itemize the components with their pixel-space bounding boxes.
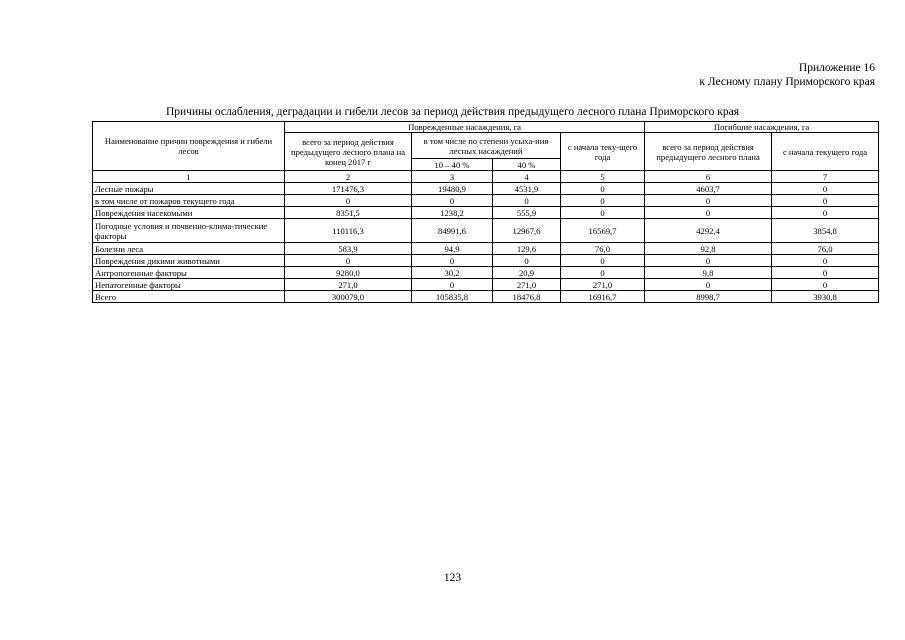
value-cell: 8351,5	[285, 207, 412, 219]
table-row	[93, 279, 879, 291]
value-cell: 0	[772, 279, 879, 291]
header-dead-year: с начала текущего года	[772, 133, 879, 171]
value-cell: 92,8	[645, 243, 772, 255]
value-cell: 9280,0	[285, 267, 412, 279]
column-number: 1	[93, 171, 285, 183]
value-cell: 110116,3	[285, 219, 412, 243]
table-row	[93, 243, 879, 255]
table-row	[93, 255, 879, 267]
value-cell: 16569,7	[561, 219, 645, 243]
value-cell: 0	[772, 207, 879, 219]
value-cell: 583,9	[285, 243, 412, 255]
page-number: 123	[443, 572, 462, 584]
table-title: Причины ослабления, деградации и гибели лесов за период действия предыдущего лесного плана Приморского края	[165, 106, 740, 118]
value-cell: 30,2	[412, 267, 493, 279]
value-cell: 271,0	[493, 279, 561, 291]
value-cell: 4531,9	[493, 183, 561, 195]
header-degree-10-40: 10 – 40 %	[412, 159, 493, 171]
value-cell: 3854,8	[772, 219, 879, 243]
cause-name-cell: Повреждения дикими животными	[93, 255, 285, 267]
cause-name-cell: Повреждения насекомыми	[93, 207, 285, 219]
appendix-number: Приложение 16	[798, 62, 875, 74]
cause-name-cell: в том числе от пожаров текущего года	[93, 195, 285, 207]
table-row	[93, 219, 879, 243]
value-cell: 0	[772, 183, 879, 195]
value-cell: 0	[772, 195, 879, 207]
cause-name-cell: Погодные условия и почвенно-клима-тические факторы	[93, 219, 285, 243]
column-number: 5	[561, 171, 645, 183]
table-row	[93, 195, 879, 207]
column-number: 7	[772, 171, 879, 183]
column-number: 6	[645, 171, 772, 183]
header-damaged-group: Поврежденные насаждения, га	[285, 122, 645, 133]
value-cell: 0	[285, 195, 412, 207]
table-row	[93, 183, 879, 195]
value-cell: 20,9	[493, 267, 561, 279]
value-cell: 0	[412, 279, 493, 291]
appendix-header	[699, 61, 875, 89]
value-cell: 0	[561, 195, 645, 207]
column-number: 3	[412, 171, 493, 183]
value-cell: 0	[772, 255, 879, 267]
value-cell: 0	[645, 195, 772, 207]
value-cell: 0	[493, 255, 561, 267]
value-cell: 0	[772, 267, 879, 279]
header-degree-40: 40 %	[493, 159, 561, 171]
value-cell: 1238,2	[412, 207, 493, 219]
value-cell: 4292,4	[645, 219, 772, 243]
value-cell: 76,0	[561, 243, 645, 255]
header-degree-group: в том числе по степени усыха-ния лесных насаждений	[412, 133, 561, 159]
value-cell: 271,0	[285, 279, 412, 291]
column-number: 4	[493, 171, 561, 183]
cause-name-cell: Лесные пожары	[93, 183, 285, 195]
value-cell: 3930,8	[772, 291, 879, 303]
header-dead-total: всего за период действия предыдущего лесного плана	[645, 133, 772, 171]
value-cell: 19480,9	[412, 183, 493, 195]
cause-name-cell: Всего	[93, 291, 285, 303]
value-cell: 0	[285, 255, 412, 267]
value-cell: 171476,3	[285, 183, 412, 195]
forest-damage-table	[92, 121, 879, 303]
value-cell: 0	[412, 195, 493, 207]
column-number: 2	[285, 171, 412, 183]
cause-name-cell: Антропогенные факторы	[93, 267, 285, 279]
table-row	[93, 207, 879, 219]
value-cell: 84991,6	[412, 219, 493, 243]
header-damaged-year: с начала теку-щего года	[561, 133, 645, 171]
value-cell: 271,0	[561, 279, 645, 291]
value-cell: 0	[645, 279, 772, 291]
value-cell: 0	[645, 255, 772, 267]
table-row	[93, 267, 879, 279]
value-cell: 0	[412, 255, 493, 267]
value-cell: 555,9	[493, 207, 561, 219]
value-cell: 0	[561, 183, 645, 195]
value-cell: 16916,7	[561, 291, 645, 303]
value-cell: 300079,0	[285, 291, 412, 303]
value-cell: 76,0	[772, 243, 879, 255]
table-body	[93, 183, 879, 303]
header-damaged-total: всего за период действия предыдущего лесного плана на конец 2017 г	[285, 133, 412, 171]
value-cell: 129,6	[493, 243, 561, 255]
value-cell: 0	[561, 267, 645, 279]
value-cell: 4603,7	[645, 183, 772, 195]
table-row	[93, 291, 879, 303]
value-cell: 105835,8	[412, 291, 493, 303]
cause-name-cell: Непатогенные факторы	[93, 279, 285, 291]
value-cell: 94,9	[412, 243, 493, 255]
value-cell: 0	[561, 207, 645, 219]
header-cause-name: Наименование причин повреждения и гибели лесов	[93, 122, 285, 171]
value-cell: 0	[645, 207, 772, 219]
value-cell: 8998,7	[645, 291, 772, 303]
value-cell: 18476,8	[493, 291, 561, 303]
cause-name-cell: Болезни леса	[93, 243, 285, 255]
value-cell: 12967,6	[493, 219, 561, 243]
value-cell: 0	[493, 195, 561, 207]
value-cell: 0	[561, 255, 645, 267]
header-dead-group: Погибшие насаждения, га	[645, 122, 879, 133]
value-cell: 9,8	[645, 267, 772, 279]
appendix-reference: к Лесному плану Приморского края	[699, 76, 875, 88]
